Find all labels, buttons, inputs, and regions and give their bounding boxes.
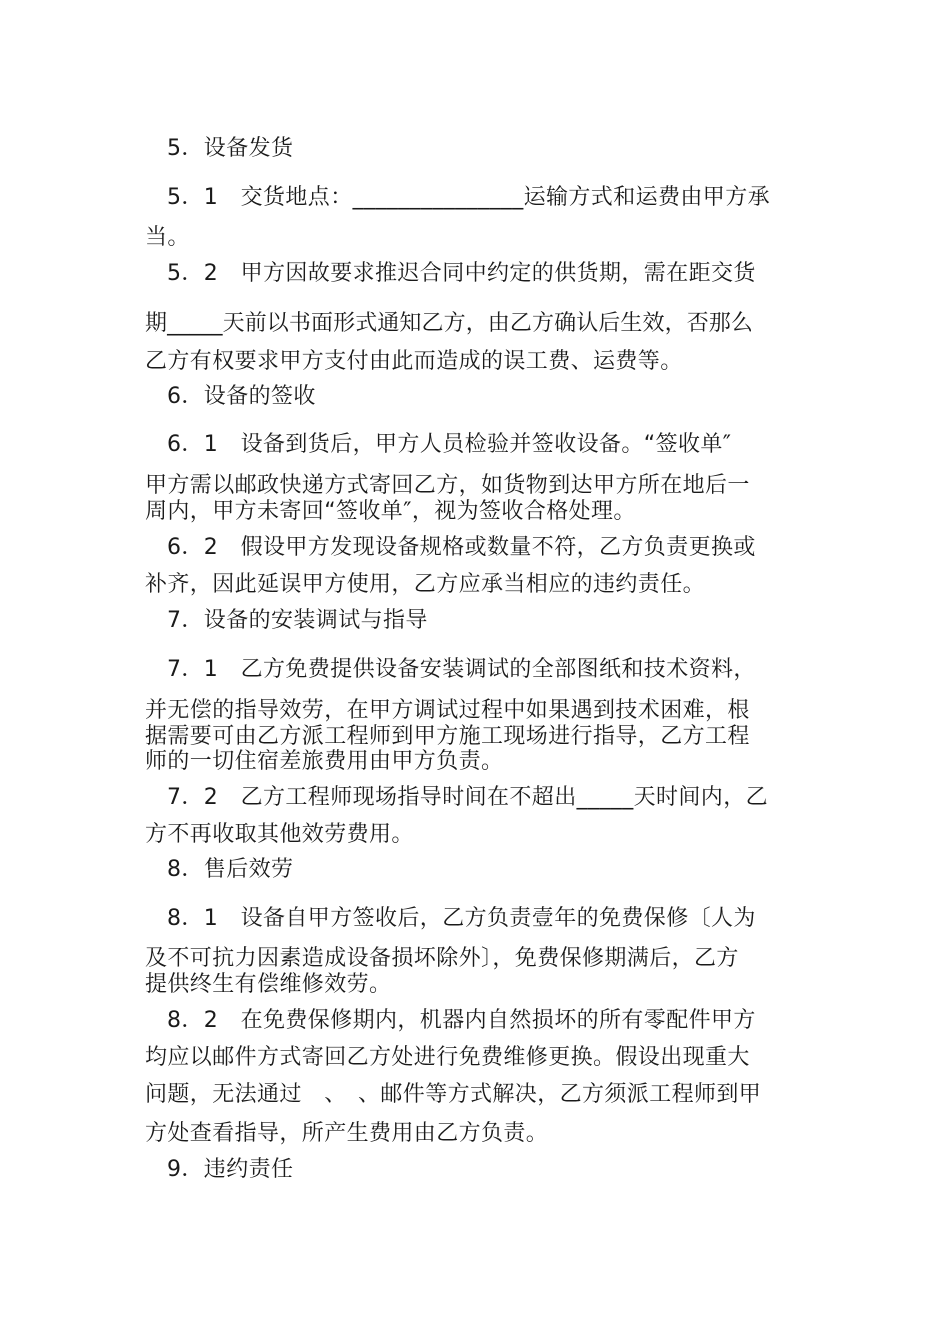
clause-8-1-line-1: 8．1 设备自甲方签收后，乙方负责壹年的免费保修〔人为 xyxy=(167,906,756,931)
section-heading-7: 7．设备的安装调试与指导 xyxy=(167,608,428,633)
clause-7-1-line-1: 7．1 乙方免费提供设备安装调试的全部图纸和技术资料， xyxy=(167,657,756,682)
clause-7-1-line-4: 师的一切住宿差旅费用由甲方负责。 xyxy=(145,749,504,774)
clause-7-2-line-2: 方不再收取其他效劳费用。 xyxy=(145,822,414,847)
clause-5-2-line-3: 乙方有权要求甲方支付由此而造成的误工费、运费等。 xyxy=(145,349,683,374)
section-heading-9: 9．违约责任 xyxy=(167,1157,294,1182)
clause-6-1-line-2: 甲方需以邮政快递方式寄回乙方，如货物到达甲方所在地后一 xyxy=(145,473,750,498)
clause-8-1-line-3: 提供终生有偿维修效劳。 xyxy=(145,972,392,997)
clause-5-2-line-1: 5．2 甲方因故要求推迟合同中约定的供货期，需在距交货 xyxy=(167,261,756,286)
section-heading-5: 5．设备发货 xyxy=(167,136,294,161)
section-heading-6: 6．设备的签收 xyxy=(167,384,316,409)
clause-6-1-line-1: 6．1 设备到货后，甲方人员检验并签收设备。“签收单″ xyxy=(167,432,732,457)
clause-8-2-line-3: 问题，无法通过 、 、邮件等方式解决，乙方须派工程师到甲 xyxy=(145,1082,762,1107)
section-heading-8: 8．售后效劳 xyxy=(167,857,294,882)
clause-7-2-line-1: 7．2 乙方工程师现场指导时间在不超出_____天时间内，乙 xyxy=(167,785,768,810)
clause-8-2-line-2: 均应以邮件方式寄回乙方处进行免费维修更换。假设出现重大 xyxy=(145,1045,750,1070)
clause-6-2-line-2: 补齐，因此延误甲方使用，乙方应承当相应的违约责任。 xyxy=(145,572,706,597)
clause-6-1-line-3: 周内，甲方未寄回“签收单″，视为签收合格处理。 xyxy=(145,499,636,524)
clause-7-1-line-3: 据需要可由乙方派工程师到甲方施工现场进行指导，乙方工程 xyxy=(145,724,750,749)
clause-5-2-line-2: 期_____天前以书面形式通知乙方，由乙方确认后生效，否那么 xyxy=(145,311,754,336)
clause-8-2-line-1: 8．2 在免费保修期内，机器内自然损坏的所有零配件甲方 xyxy=(167,1008,756,1033)
clause-8-2-line-4: 方处查看指导，所产生费用由乙方负责。 xyxy=(145,1121,549,1146)
clause-5-1-line-1: 5．1 交货地点：_______________运输方式和运费由甲方承 xyxy=(167,185,770,210)
clause-8-1-line-2: 及不可抗力因素造成设备损坏除外〕，免费保修期满后，乙方 xyxy=(145,946,739,971)
clause-7-1-line-2: 并无偿的指导效劳，在甲方调试过程中如果遇到技术困难，根 xyxy=(145,698,750,723)
clause-5-1-line-2: 当。 xyxy=(145,225,190,250)
clause-6-2-line-1: 6．2 假设甲方发现设备规格或数量不符，乙方负责更换或 xyxy=(167,535,756,560)
